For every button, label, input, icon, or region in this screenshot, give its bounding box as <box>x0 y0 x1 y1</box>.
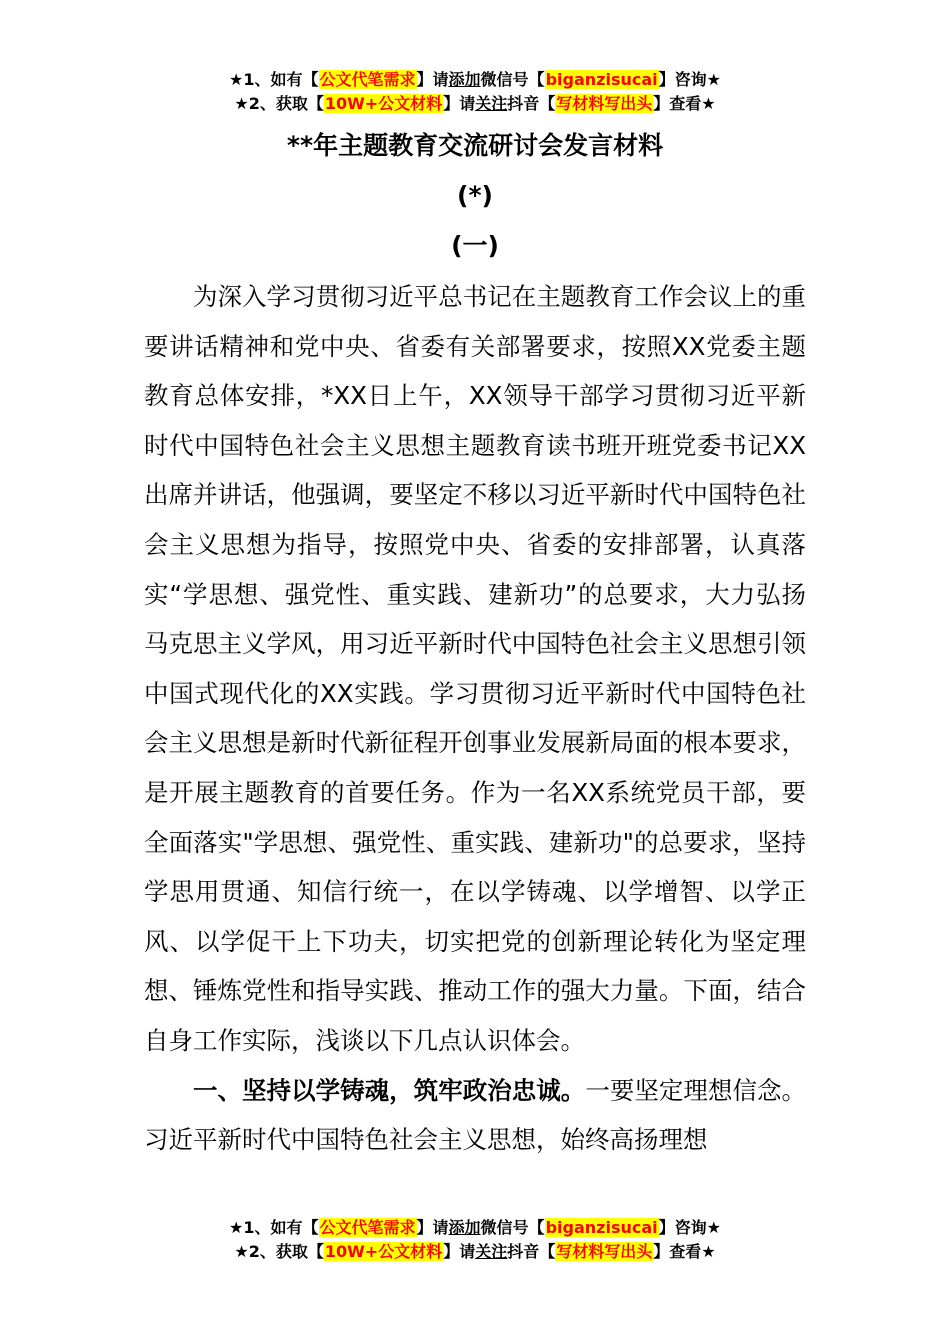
document-subtitle-one: (一) <box>451 231 499 260</box>
section-heading: 一、坚持以学铸魂，筑牢政治忠诚。 <box>193 1075 586 1105</box>
ad-highlight-service: 公文代笔需求 <box>319 70 416 89</box>
ad-highlight-douyin-id: 写材料写出头 <box>556 94 653 113</box>
ad-underlined-follow: 关注 <box>475 1242 508 1261</box>
ad-text: 微信号【 <box>480 1218 545 1237</box>
footer-ad <box>0 1216 950 1264</box>
paragraph-intro: 为深入学习贯彻习近平总书记在主题教育工作会议上的重要讲话精神和党中央、省委有关部署要求，按照XX党委主题教育总体安排，*XX日上午，XX领导干部学习贯彻习近平新时代中国特色社会主义思想主题教育读书班开班党委书记XX出席并讲话，他强调，要坚定不移以习近平新时代中国特色社会主义思想为指导，按照党中央、省委的安排部署，认真落实“学思想、强党性、重实践、建新功”的总要求，大力弘扬马克思主义学风，用习近平新时代中国特色社会主义思想引领中国式现代化的XX实践。学习贯彻习近平新时代中国特色社会主义思想是新时代新征程开创事业发展新局面的根本要求，是开展主题教育的首要任务。作为一名XX系统党员干部，要全面落实"学思想、强党性、重实践、建新功"的总要求，坚持学思用贯通、知信行统一，在以学铸魂、以学增智、以学正风、以学促干上下功夫，切实把党的创新理论转化为坚定理想、锤炼党性和指导实践、推动工作的强大力量。下面，结合自身工作实际，浅谈以下几点认识体会。 <box>144 282 806 1055</box>
footer-ad-line-1 <box>0 1216 950 1240</box>
document-body <box>144 272 806 1165</box>
ad-text: 抖音【 <box>507 1242 556 1261</box>
ad-underlined-follow: 关注 <box>475 94 508 113</box>
ad-highlight-materials: 10W+公文材料 <box>324 94 443 113</box>
ad-text: 】咨询★ <box>658 1218 721 1237</box>
ad-text: 】请 <box>416 70 449 89</box>
ad-underlined-add: 添加 <box>448 1218 481 1237</box>
ad-highlight-wechat-id: biganzisucai <box>545 1218 658 1237</box>
ad-text: 】查看★ <box>653 1242 716 1261</box>
ad-highlight-materials: 10W+公文材料 <box>324 1242 443 1261</box>
ad-text: 抖音【 <box>507 94 556 113</box>
ad-text: 】请 <box>443 94 476 113</box>
ad-highlight-wechat-id: biganzisucai <box>545 70 658 89</box>
ad-text: 】请 <box>443 1242 476 1261</box>
ad-text: ★1、如有【 <box>229 70 319 89</box>
ad-highlight-service: 公文代笔需求 <box>319 1218 416 1237</box>
paragraph-section-one <box>144 1066 806 1165</box>
footer-ad-line-2 <box>0 1240 950 1264</box>
ad-text: 微信号【 <box>480 70 545 89</box>
ad-text: 】查看★ <box>653 94 716 113</box>
ad-text: ★2、获取【 <box>234 94 324 113</box>
document-subtitle-star: (*) <box>457 181 493 210</box>
ad-underlined-add: 添加 <box>448 70 481 89</box>
header-ad-line-1 <box>0 68 950 92</box>
section-body: 一要坚定理想信念。习近平新时代中国特色社会主义思想，始终高扬理想 <box>144 1075 807 1155</box>
document-title: **年主题教育交流研讨会发言材料 <box>286 131 664 160</box>
header-ad-line-2 <box>0 92 950 116</box>
ad-text: 】请 <box>416 1218 449 1237</box>
ad-highlight-douyin-id: 写材料写出头 <box>556 1242 653 1261</box>
ad-text: ★1、如有【 <box>229 1218 319 1237</box>
header-ad <box>0 68 950 116</box>
ad-text: 】咨询★ <box>658 70 721 89</box>
ad-text: ★2、获取【 <box>234 1242 324 1261</box>
